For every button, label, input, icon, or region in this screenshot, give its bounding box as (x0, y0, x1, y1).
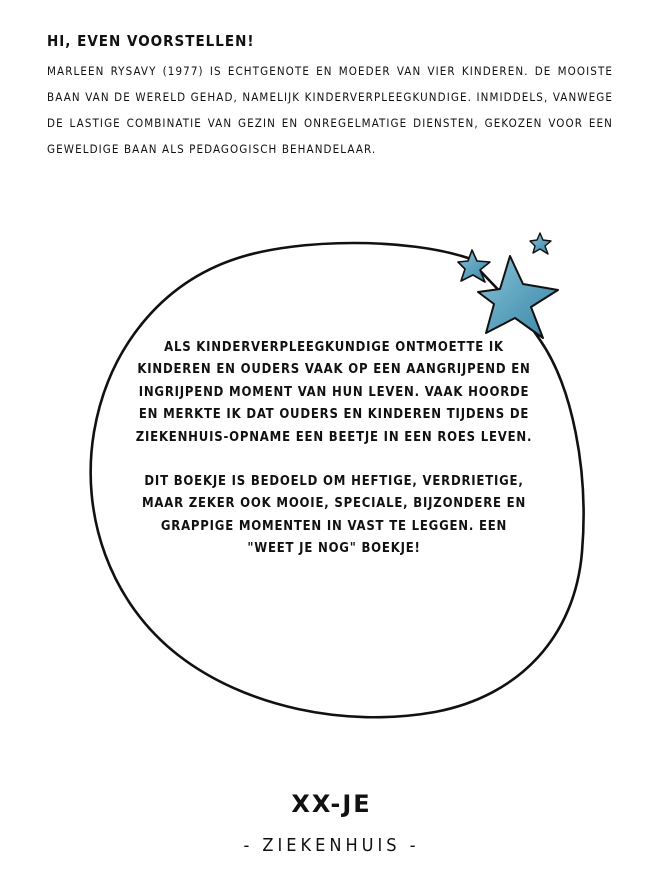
large-star-icon (478, 256, 558, 338)
brand-subtitle: - ZIEKENHUIS - (243, 835, 420, 856)
brand-name: XX-JE (291, 790, 372, 818)
intro-title: HI, EVEN VOORSTELLEN! (47, 32, 255, 50)
tiny-star-icon (530, 233, 551, 254)
circle-paragraph-1: ALS KINDERVERPLEEGKUNDIGE ONTMOETTE IK KINDEREN EN OUDERS VAAK OP EEN AANGRIJPEND EN INGRIJPEND MOMENT VAN HUN LEVEN. VAAK HOORDE EN MERKTE IK DAT OUDERS EN KINDEREN TIJDENS DE ZIEKENHUIS-OPNAME EEN BEETJE IN EEN ROES LEVEN. (135, 340, 533, 445)
intro-text: MARLEEN RYSAVY (1977) IS ECHTGENOTE EN MOEDER VAN VIER KINDEREN. DE MOOISTE BAAN VAN DE WERELD GEHAD, NAMELIJK KINDERVERPLEEGKUNDIGE. INMIDDELS, VANWEGE DE LASTIGE COMBINATIE VAN GEZIN EN ONREGELMATIGE DIENSTEN, GEKOZEN VOOR EEN GEWELDIGE BAAN ALS PEDAGOGISCH BEHANDELAAR. (47, 64, 613, 156)
circle-paragraph-2: DIT BOEKJE IS BEDOELD OM HEFTIGE, VERDRIETIGE, MAAR ZEKER OOK MOOIE, SPECIALE, BIJZONDERE EN GRAPPIGE MOMENTEN IN VAST TE LEGGEN. EEN "WEET JE NOG" BOEKJE! (141, 474, 527, 557)
circle-message (135, 337, 533, 561)
